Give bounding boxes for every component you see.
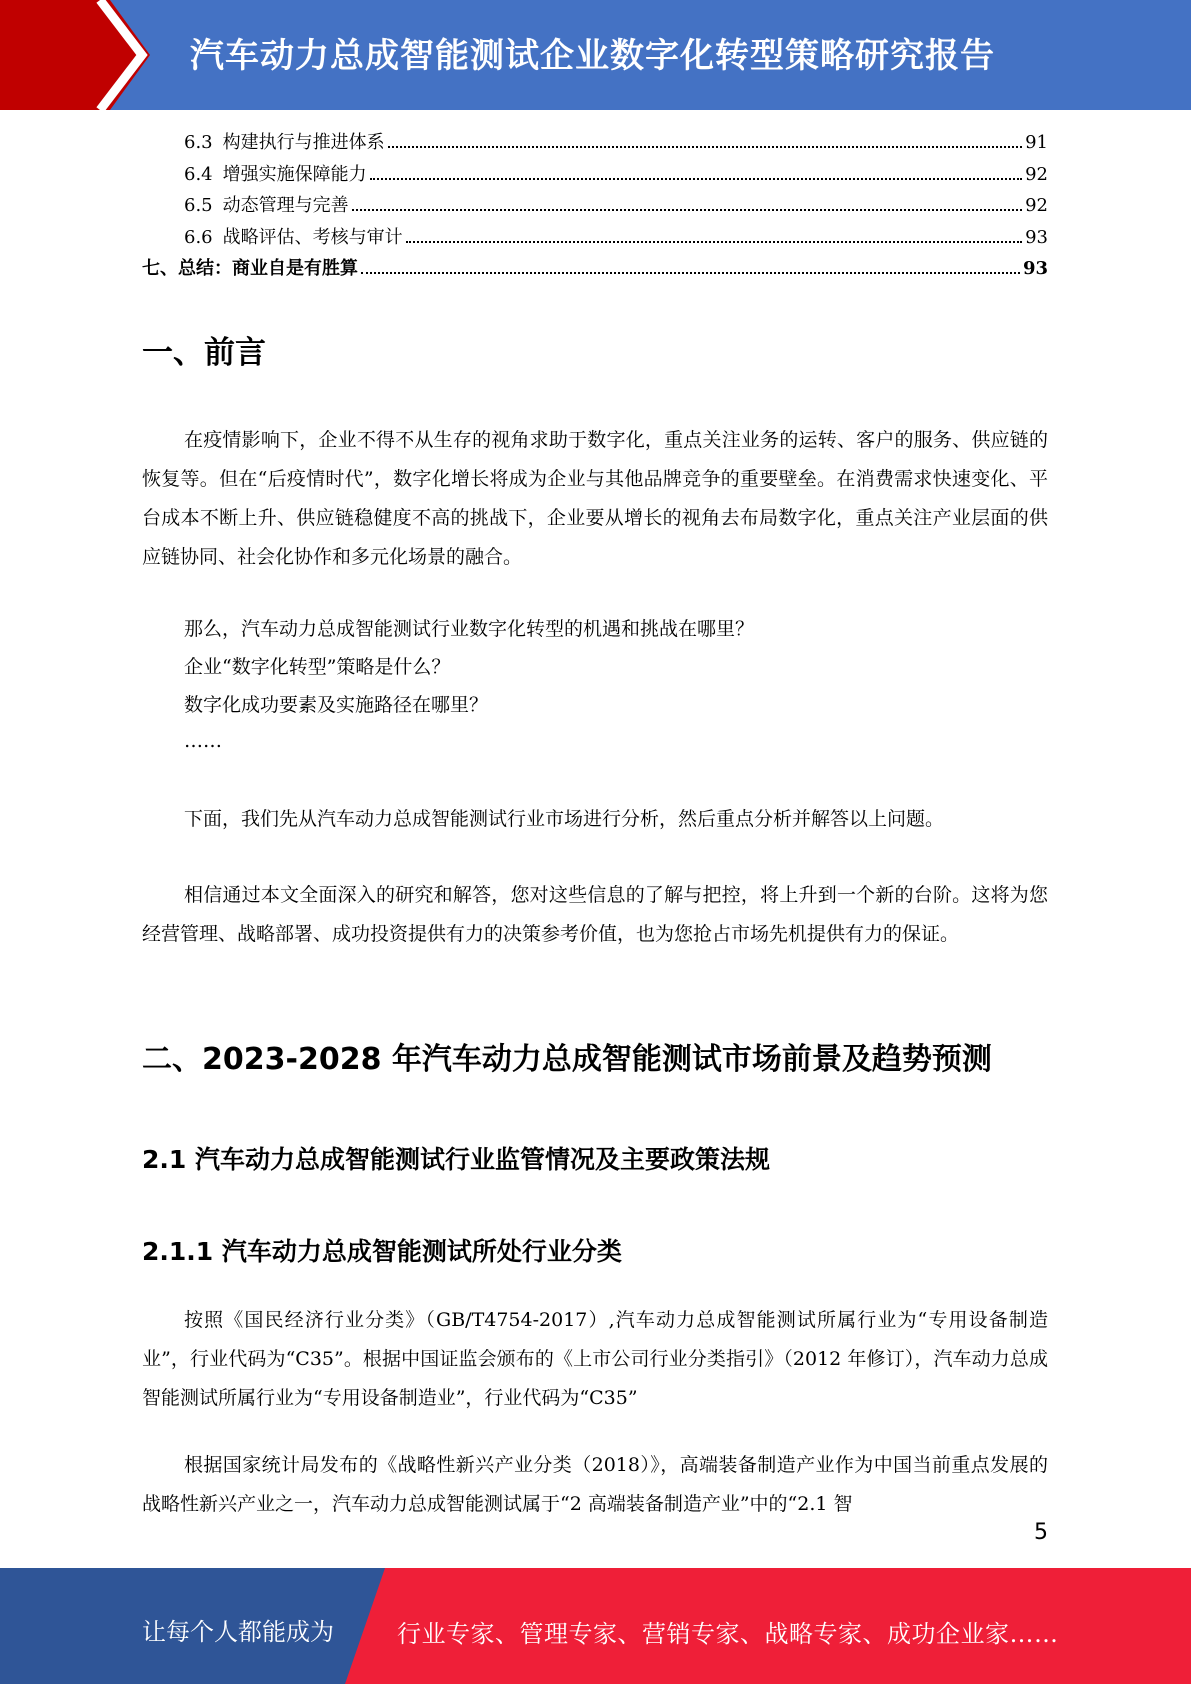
footer-slogan-left: 让每个人都能成为 — [142, 1618, 334, 1646]
toc-entry-label: 增强实施保障能力 — [222, 163, 367, 185]
section-heading-preface: 一、前言 — [142, 335, 266, 371]
toc-dot-leader — [388, 146, 1022, 148]
toc-entry-number: 6.6 — [184, 226, 213, 248]
toc-entry[interactable] — [142, 191, 1048, 223]
classification-paragraph-2: 根据国家统计局发布的《战略性新兴产业分类（2018）》，高端装备制造产业作为中国当前重点发展的战略性新兴产业之一，汽车动力总成智能测试属于“2 高端装备制造产业”中的“2.1 智 — [142, 1454, 1048, 1515]
table-of-contents — [142, 128, 1048, 286]
toc-entry-label: 动态管理与完善 — [222, 195, 349, 216]
subsection-heading-2-1: 2.1 汽车动力总成智能测试行业监管情况及主要政策法规 — [142, 1145, 770, 1174]
toc-entry-number: 6.3 — [184, 132, 213, 153]
footer-slogan-right: 行业专家、管理专家、营销专家、战略专家、成功企业家…… — [397, 1620, 1059, 1648]
toc-entry-page: 92 — [1025, 163, 1048, 185]
toc-entry[interactable] — [142, 254, 1048, 286]
page-number: 5 — [1034, 1520, 1048, 1545]
preface-paragraph-1: 在疫情影响下，企业不得不从生存的视角求助于数字化，重点关注业务的运转、客户的服务、供应链的恢复等。但在“后疫情时代”，数字化增长将成为企业与其他品牌竞争的重要壁垒。在消费需求快速变化、平台成本不断上升、供应链稳健度不高的挑战下，企业要从增长的视角去布局数字化，重点关注产业层面的供应链协同、社会化协作和多元化场景的融合。 — [142, 429, 1048, 568]
classification-paragraph-1: 按照《国民经济行业分类》（GB/T4754-2017）,汽车动力总成智能测试所属行业为“专用设备制造业”，行业代码为“C35”。根据中国证监会颁布的《上市公司行业分类指引》（2012 年修订），汽车动力总成智能测试所属行业为“专用设备制造业”，行业代码为“C35” — [142, 1309, 1048, 1409]
toc-entry-label: 构建执行与推进体系 — [222, 132, 385, 153]
preface-paragraph-2: 下面，我们先从汽车动力总成智能测试行业市场进行分析，然后重点分析并解答以上问题。 — [184, 808, 945, 830]
toc-entry[interactable] — [142, 128, 1048, 160]
section-heading-market-outlook: 二、2023-2028 年汽车动力总成智能测试市场前景及趋势预测 — [142, 1042, 992, 1077]
toc-entry[interactable] — [142, 223, 1048, 255]
toc-entry-page: 93 — [1025, 226, 1048, 248]
toc-entry[interactable] — [142, 160, 1048, 192]
toc-entry-number: 6.4 — [184, 163, 213, 185]
subsection-heading-2-1-1: 2.1.1 汽车动力总成智能测试所处行业分类 — [142, 1237, 622, 1266]
toc-dot-leader — [361, 272, 1020, 274]
toc-dot-leader — [352, 209, 1022, 211]
toc-entry-label: 七、总结：商业自是有胜算 — [142, 258, 358, 279]
question-line-1: 那么，汽车动力总成智能测试行业数字化转型的机遇和挑战在哪里？ — [184, 618, 755, 640]
question-line-ellipsis: …… — [184, 730, 222, 752]
toc-dot-leader — [406, 241, 1022, 243]
toc-entry-label: 战略评估、考核与审计 — [222, 226, 403, 248]
header-chevron-logo — [0, 0, 160, 110]
report-header — [0, 0, 1191, 110]
toc-dot-leader — [370, 178, 1022, 180]
question-line-3: 数字化成功要素及实施路径在哪里？ — [184, 694, 489, 716]
report-title: 汽车动力总成智能测试企业数字化转型策略研究报告 — [190, 36, 995, 76]
toc-entry-page: 92 — [1025, 195, 1048, 216]
toc-entry-page: 91 — [1025, 132, 1048, 153]
toc-entry-page: 93 — [1022, 258, 1048, 279]
question-line-2: 企业“数字化转型”策略是什么？ — [184, 656, 451, 678]
preface-paragraph-3: 相信通过本文全面深入的研究和解答，您对这些信息的了解与把控，将上升到一个新的台阶。这将为您经营管理、战略部署、成功投资提供有力的决策参考价值，也为您抢占市场先机提供有力的保证。 — [142, 884, 1048, 945]
report-footer — [0, 1568, 1191, 1684]
toc-entry-number: 6.5 — [184, 195, 213, 216]
